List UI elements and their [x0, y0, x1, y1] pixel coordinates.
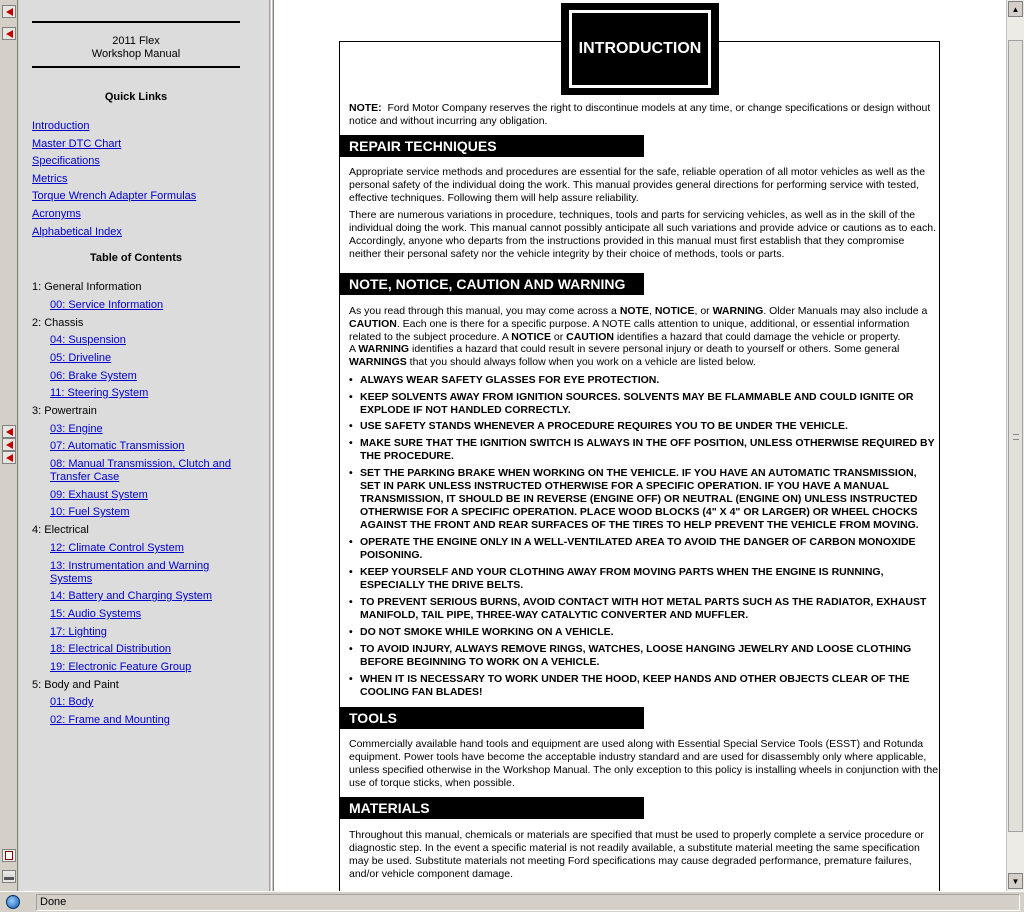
notice-bold-caution-2: CAUTION [566, 331, 614, 343]
toc-link-body[interactable]: 01: Body [50, 696, 94, 708]
notice-text-2: , [648, 305, 655, 317]
notice-bold-notice-2: NOTICE [511, 331, 551, 343]
toc-link-brake-system[interactable]: 06: Brake System [50, 370, 137, 382]
toc-link-climate-control[interactable]: 12: Climate Control System [50, 542, 184, 554]
warning-item: • TO PREVENT SERIOUS BURNS, AVOID CONTACT WITH HOT METAL PARTS SUCH AS THE RADIATOR, EXHAUST MANIFOLD, TAIL PIPE, THREE-WAY CATALYTIC CONVERTER AND MUFFLER. [349, 596, 939, 622]
print-icon[interactable] [2, 870, 16, 883]
note-paragraph [349, 102, 939, 128]
warning-item: • KEEP YOURSELF AND YOUR CLOTHING AWAY FROM MOVING PARTS WHEN THE ENGINE IS RUNNING, ESPECIALLY THE DRIVE BELTS. [349, 566, 939, 592]
nav-bottom-rule [32, 66, 240, 68]
warning-intro-paragraph [349, 343, 939, 369]
toc-link-manual-transmission-cont[interactable]: Transfer Case [50, 471, 120, 483]
warning-item: • SET THE PARKING BRAKE WHEN WORKING ON THE VEHICLE. IF YOU HAVE AN AUTOMATIC TRANSMISSION, SET IN PARK UNLESS INSTRUCTED OTHERWISE FOR A SPECIFIC OPERATION. IF YOU HAVE A MANUAL TRANSMISSION, IT SHOULD BE IN REVERSE (ENGINE OFF) OR NEUTRAL (ENGINE ON) UNLESS INSTRUCTED OTHERWISE FOR A SPECIFIC OPERATION. PLACE WOOD BLOCKS (4" X 4" OR LARGER) OR WHEEL CHOCKS AGAINST THE FRONT AND REAR SURFACES OF THE TIRES TO HELP PREVENT THE VEHICLE FROM MOVING. [349, 467, 939, 532]
notice-bold-warning: WARNING [712, 305, 764, 317]
scroll-up-icon[interactable]: ▲ [1008, 1, 1023, 17]
notice-text-3: , or [694, 305, 713, 317]
warning-item: • TO AVOID INJURY, ALWAYS REMOVE RINGS, WATCHES, LOOSE HANGING JEWELRY AND LOOSE CLOTHING BEFORE BEGINNING TO WORK ON A VEHICLE. [349, 643, 939, 669]
nav-top-rule [32, 21, 240, 23]
toc-link-electronic-feature-group[interactable]: 19: Electronic Feature Group [50, 661, 192, 673]
notice-heading: NOTE, NOTICE, CAUTION AND WARNING [340, 273, 644, 295]
tools-paragraph: Commercially available hand tools and equipment are used along with Essential Special Service Tools (ESST) and Rotunda equipment. Power tools have become the acceptable industry standard and are used for disassembly only where applicable, unless specified otherwise in the Workshop Manual. The only exception to this policy is installing wheels in conjunction with the use of torque sticks, when possible. [349, 738, 939, 789]
notice-bold-notice: NOTICE [654, 305, 695, 317]
notice-bold-note: NOTE [619, 305, 649, 317]
toc-section-electrical: 4: Electrical [32, 524, 89, 536]
quick-link-metrics[interactable]: Metrics [32, 173, 68, 185]
side-toolbar [0, 0, 18, 891]
toc-section-body-paint: 5: Body and Paint [32, 679, 119, 691]
repair-paragraph-2: There are numerous variations in procedure, techniques, tools and parts for servicing vehicles, as well as in the skill of the individual doing the work. This manual cannot possibly anticipate all such variations and provide advice or cautions as to each. Accordingly, anyone who departs from the instructions provided in this manual must first establish that they compromise neither their personal safety nor the vehicle integrity by their choice of methods, tools or parts. [349, 209, 936, 260]
warning-item: • OPERATE THE ENGINE ONLY IN A WELL-VENTILATED AREA TO AVOID THE DANGER OF CARBON MONOXIDE POISONING. [349, 536, 939, 562]
toc-link-automatic-transmission[interactable]: 07: Automatic Transmission [50, 440, 185, 452]
repair-paragraph-1: Appropriate service methods and procedures are essential for the safe, reliable operation of all motor vehicles as well as the personal safety of the individual doing the work. This manual provides general directions for performing service with tested, effective techniques. Following them will help assure reliability. [349, 166, 926, 204]
vertical-scrollbar[interactable] [1006, 0, 1024, 891]
warning-bold-warnings: WARNINGS [349, 356, 407, 368]
toc-link-audio-systems[interactable]: 15: Audio Systems [50, 608, 142, 620]
notice-text-4: . Older Manuals may also include a [763, 305, 928, 317]
toc-link-battery-charging[interactable]: 14: Battery and Charging System [50, 590, 213, 602]
toc-link-service-information[interactable]: 00: Service Information [50, 299, 164, 311]
quick-link-acronyms[interactable]: Acronyms [32, 208, 81, 220]
quick-links-heading: Quick Links [104, 91, 168, 103]
note-text: Ford Motor Company reserves the right to discontinue models at any time, or change specifications or design without notice and without incurring any obligation. [349, 102, 931, 127]
toc-link-instrumentation[interactable]: 13: Instrumentation and Warning [50, 560, 210, 572]
navigation-pane [19, 0, 270, 891]
status-bar [0, 891, 1024, 912]
warning-text-9: that you should always follow when you work on a vehicle are listed below. [406, 356, 756, 368]
repair-techniques-heading: REPAIR TECHNIQUES [340, 135, 644, 157]
toc-link-lighting[interactable]: 17: Lighting [50, 626, 107, 638]
materials-heading: MATERIALS [340, 797, 644, 819]
toc-link-suspension[interactable]: 04: Suspension [50, 334, 126, 346]
warning-text-pre: A [349, 343, 359, 355]
notice-text-5: . Each one is there for a specific purpose. A NOTE calls attention to unique, additional, or essential information related to the subject procedure. A [349, 318, 910, 343]
warning-item: • MAKE SURE THAT THE IGNITION SWITCH IS ALWAYS IN THE OFF POSITION, UNLESS OTHERWISE REQUIRED BY THE PROCEDURE. [349, 437, 939, 463]
quick-link-specifications[interactable]: Specifications [32, 155, 100, 167]
toc-link-steering-system[interactable]: 11: Steering System [50, 387, 149, 399]
nav-arrow-icon-2[interactable] [2, 438, 16, 451]
warning-item: • DO NOT SMOKE WHILE WORKING ON A VEHICLE. [349, 626, 939, 639]
toc-link-electrical-distribution[interactable]: 18: Electrical Distribution [50, 643, 172, 655]
toc-link-fuel-system[interactable]: 10: Fuel System [50, 506, 130, 518]
materials-paragraph: Throughout this manual, chemicals or materials are specified that must be used to properly complete a service procedure or diagnostic step. In the event a specific material is not readily available, a substitute material meeting the same specification may be used. Substitute materials not meeting Ford specifications may cause degraded performance, premature failures, and/or vehicle component damage. [349, 829, 924, 880]
quick-link-master-dtc-chart[interactable]: Master DTC Chart [32, 138, 122, 150]
warning-item: • WHEN IT IS NECESSARY TO WORK UNDER THE HOOD, KEEP HANDS AND OTHER OBJECTS CLEAR OF THE COOLING FAN BLADES! [349, 673, 939, 699]
manual-title-year: 2011 Flex [112, 35, 160, 47]
nav-arrow-icon-1[interactable] [2, 425, 16, 438]
previous-arrow-icon[interactable] [2, 27, 16, 40]
document-icon[interactable] [2, 849, 16, 862]
back-arrow-icon[interactable] [2, 5, 16, 18]
quick-link-torque-wrench[interactable]: Torque Wrench Adapter Formulas [32, 190, 197, 202]
notice-paragraph [349, 305, 939, 344]
tools-heading: TOOLS [340, 707, 644, 729]
toc-link-driveline[interactable]: 05: Driveline [50, 352, 112, 364]
quick-link-alphabetical-index[interactable]: Alphabetical Index [32, 226, 122, 238]
globe-icon [6, 895, 20, 909]
toc-section-general: 1: General Information [32, 281, 142, 293]
manual-title-name: Workshop Manual [91, 48, 181, 60]
note-label: NOTE: [349, 102, 382, 114]
quick-link-introduction[interactable]: Introduction [32, 120, 90, 132]
introduction-banner [561, 3, 719, 95]
notice-bold-caution: CAUTION [349, 318, 397, 330]
banner-title: INTRODUCTION [569, 10, 711, 88]
toc-section-chassis: 2: Chassis [32, 317, 84, 329]
toc-link-frame-mounting[interactable]: 02: Frame and Mounting [50, 714, 170, 726]
warning-item: • ALWAYS WEAR SAFETY GLASSES FOR EYE PROTECTION. [349, 374, 939, 387]
notice-text-6: or [550, 331, 567, 343]
toc-link-manual-transmission[interactable]: 08: Manual Transmission, Clutch and [50, 458, 231, 470]
scroll-thumb[interactable] [1008, 40, 1023, 832]
warning-item: • KEEP SOLVENTS AWAY FROM IGNITION SOURCES. SOLVENTS MAY BE FLAMMABLE AND COULD IGNITE OR EXPLODE IF NOT HANDLED CORRECTLY. [349, 391, 939, 417]
warning-text-8: identifies a hazard that could result in severe personal injury or death to yourself or others. Some general [409, 343, 900, 355]
status-field [36, 894, 1020, 911]
status-text: Done [40, 896, 67, 908]
warning-item: • USE SAFETY STANDS WHENEVER A PROCEDURE REQUIRES YOU TO BE UNDER THE VEHICLE. [349, 420, 939, 433]
scroll-down-icon[interactable]: ▼ [1008, 873, 1023, 889]
notice-text-7: identifies a hazard that could damage the vehicle or property. [613, 331, 901, 343]
content-pane [274, 0, 1006, 891]
nav-arrow-icon-3[interactable] [2, 451, 16, 464]
toc-link-engine[interactable]: 03: Engine [50, 423, 103, 435]
toc-link-exhaust-system[interactable]: 09: Exhaust System [50, 489, 148, 501]
warning-bold-warning: WARNING [358, 343, 410, 355]
toc-section-powertrain: 3: Powertrain [32, 405, 97, 417]
notice-text-1: As you read through this manual, you may come across a [349, 305, 620, 317]
toc-heading: Table of Contents [89, 252, 183, 264]
toc-link-instrumentation-cont[interactable]: Systems [50, 573, 93, 585]
